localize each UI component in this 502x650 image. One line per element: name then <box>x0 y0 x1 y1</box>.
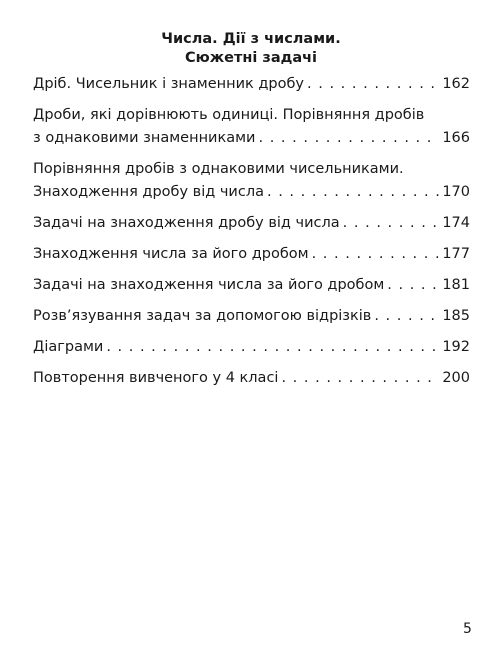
toc-entry-title-line: Дроби, які дорівнюють одиниці. Порівняння дробів <box>33 107 425 123</box>
toc-entry-title: Задачі на знаходження дробу від числа <box>33 215 340 231</box>
table-of-contents <box>33 73 470 398</box>
toc-entry-page: 170 <box>442 184 470 200</box>
dot-leader <box>374 305 439 328</box>
toc-entry <box>33 367 470 390</box>
toc-entry <box>33 274 470 297</box>
toc-entry <box>33 305 470 328</box>
toc-entry-title: Задачі на знаходження числа за його дробом <box>33 277 385 293</box>
toc-entry-title: Повторення вивченого у 4 класі <box>33 370 279 386</box>
dot-leader <box>312 243 440 266</box>
toc-entry-page: 174 <box>442 215 470 231</box>
toc-entry-page: 185 <box>442 308 470 324</box>
section-heading-line-2: Сюжетні задачі <box>184 50 318 66</box>
dot-leader <box>387 274 439 297</box>
toc-entry-title: Розв’язування задач за допомогою відрізків <box>33 308 372 324</box>
toc-entry-page: 166 <box>442 130 470 146</box>
dot-leader <box>281 367 439 390</box>
toc-entry-title: Знаходження числа за його дробом <box>33 246 309 262</box>
toc-entry-page: 162 <box>442 76 470 92</box>
dot-leader <box>343 212 440 235</box>
page-number: 5 <box>463 621 472 637</box>
dot-leader <box>267 181 439 204</box>
toc-entry-title: з однаковими знаменниками <box>33 130 256 146</box>
section-heading-line-1: Числа. Дії з числами. <box>161 31 341 47</box>
toc-entry <box>33 158 470 204</box>
dot-leader <box>106 336 439 359</box>
dot-leader <box>307 73 439 96</box>
dot-leader <box>258 127 439 150</box>
toc-entry-title: Дріб. Чисельник і знаменник дробу <box>33 76 305 92</box>
toc-entry-page: 200 <box>442 370 470 386</box>
toc-entry <box>33 243 470 266</box>
toc-entry <box>33 336 470 359</box>
toc-entry-title: Діаграми <box>33 339 104 355</box>
toc-entry <box>33 73 470 96</box>
toc-entry-page: 192 <box>442 339 470 355</box>
toc-entry <box>33 212 470 235</box>
toc-entry-page: 181 <box>442 277 470 293</box>
toc-entry-title-line: Порівняння дробів з однаковими чисельниками. <box>33 161 404 177</box>
toc-entry-title: Знаходження дробу від числа <box>33 184 264 200</box>
section-heading <box>0 30 502 68</box>
toc-entry <box>33 104 470 150</box>
toc-entry-page: 177 <box>442 246 470 262</box>
